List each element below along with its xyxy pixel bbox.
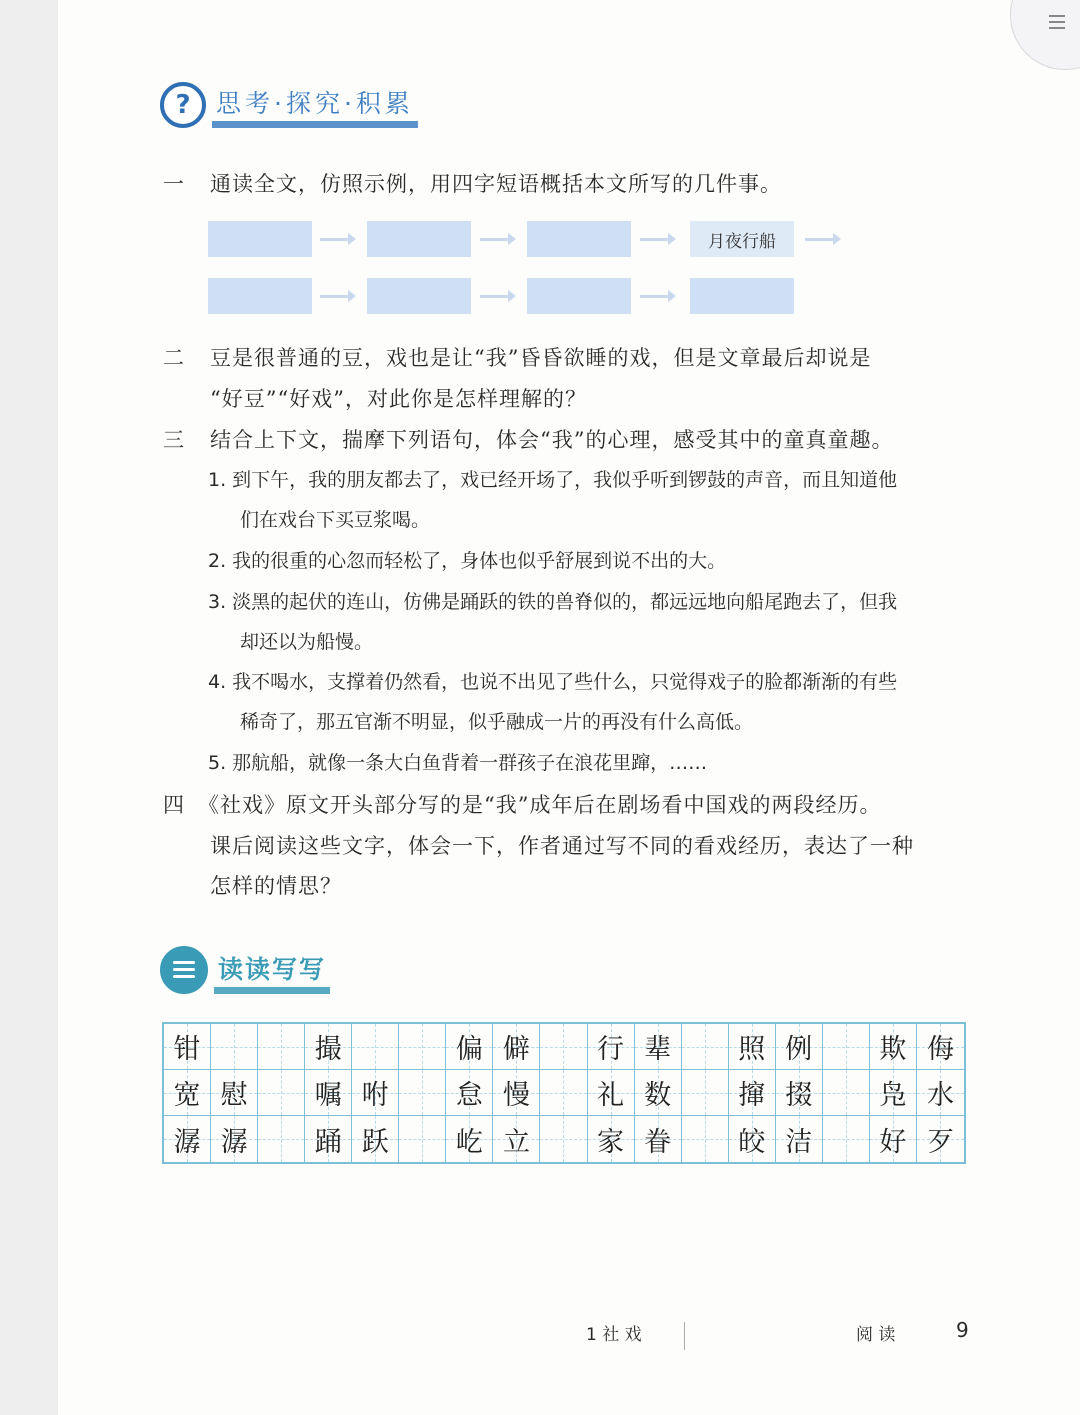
grid-character: 好 (879, 1126, 907, 1158)
grid-cell (682, 1024, 729, 1070)
grid-cell (682, 1070, 729, 1116)
grid-character: 掇 (785, 1080, 813, 1111)
question-number-2: 二 (163, 346, 184, 370)
grid-character: 嘱 (314, 1080, 342, 1111)
grid-character: 撺 (738, 1080, 766, 1111)
grid-cell (352, 1024, 399, 1070)
grid-cell (635, 1024, 682, 1070)
arrow-right-icon (805, 221, 841, 257)
footer-category: 阅 读 (856, 1325, 896, 1345)
answer-box[interactable] (367, 278, 471, 314)
grid-cell (446, 1116, 493, 1162)
grid-cell (305, 1070, 352, 1116)
sentence-item-4: 4. 我不喝水，支撑着仍然看，也说不出见了些什么，只觉得戏子的脸都渐渐的有些 (208, 671, 898, 693)
grid-cell (493, 1070, 540, 1116)
grid-cell (446, 1024, 493, 1070)
answer-box[interactable] (208, 221, 312, 257)
grid-cell (446, 1070, 493, 1116)
grid-character: 潺 (220, 1126, 248, 1158)
grid-character: 眷 (644, 1126, 672, 1158)
sentence-item-1: 1. 到下午，我的朋友都去了，戏已经开场了，我似乎听到锣鼓的声音，而且知道他 (208, 469, 898, 491)
grid-cell (729, 1116, 776, 1162)
answer-box[interactable] (690, 278, 794, 314)
grid-character: 洁 (785, 1126, 813, 1158)
grid-character: 皎 (738, 1126, 766, 1158)
grid-character: 僻 (502, 1034, 530, 1065)
grid-cell (682, 1116, 729, 1162)
grid-cell (164, 1024, 211, 1070)
question-number-1: 一 (163, 172, 184, 196)
grid-cell (635, 1116, 682, 1162)
grid-character: 礼 (597, 1080, 625, 1111)
grid-character: 怠 (455, 1080, 483, 1111)
grid-cell (588, 1116, 635, 1162)
grid-cell (917, 1116, 964, 1162)
answer-box[interactable] (527, 278, 631, 314)
grid-character: 凫 (879, 1080, 907, 1111)
grid-cell (352, 1116, 399, 1162)
question-4-line: 怎样的情思？ (210, 874, 342, 898)
grid-character: 偏 (455, 1034, 483, 1065)
grid-cell (493, 1116, 540, 1162)
arrow-right-icon (640, 278, 676, 314)
grid-cell (305, 1024, 352, 1070)
sentence-item-5: 5. 那航船，就像一条大白鱼背着一群孩子在浪花里蹿，…… (208, 752, 708, 774)
grid-cell (164, 1070, 211, 1116)
grid-cell (258, 1024, 305, 1070)
grid-cell (823, 1070, 870, 1116)
grid-cell (540, 1070, 587, 1116)
grid-cell (917, 1070, 964, 1116)
sentence-item-1-cont: 们在戏台下买豆浆喝。 (240, 509, 431, 531)
arrow-right-icon (640, 221, 676, 257)
grid-character: 歹 (926, 1126, 954, 1158)
grid-cell (588, 1024, 635, 1070)
question-4-line: 《社戏》原文开头部分写的是“我”成年后在剧场看中国戏的两段经历。 (198, 793, 882, 817)
grid-cell (823, 1116, 870, 1162)
arrow-right-icon (320, 221, 356, 257)
footer-lesson: 1 社 戏 (586, 1325, 642, 1345)
grid-cell (635, 1070, 682, 1116)
grid-character: 屹 (455, 1126, 483, 1158)
grid-cell (870, 1116, 917, 1162)
grid-character: 辈 (644, 1034, 672, 1065)
grid-cell (164, 1116, 211, 1162)
grid-cell (870, 1024, 917, 1070)
grid-cell (211, 1024, 258, 1070)
grid-cell (258, 1070, 305, 1116)
grid-cell (917, 1024, 964, 1070)
grid-cell (588, 1070, 635, 1116)
sentence-item-3-cont: 却还以为船慢。 (240, 631, 374, 653)
section-underline (214, 987, 330, 994)
sentence-item-3: 3. 淡黑的起伏的连山，仿佛是踊跃的铁的兽脊似的，都远远地向船尾跑去了，但我 (208, 591, 898, 613)
grid-cell (776, 1070, 823, 1116)
sentence-item-2: 2. 我的很重的心忽而轻松了，身体也似乎舒展到说不出的大。 (208, 550, 727, 572)
grid-cell (352, 1070, 399, 1116)
answer-box[interactable] (527, 221, 631, 257)
grid-character: 宽 (173, 1080, 201, 1111)
menu-lines-icon (160, 946, 208, 994)
grid-cell (211, 1070, 258, 1116)
grid-character: 慰 (220, 1080, 248, 1111)
grid-character: 欺 (879, 1034, 907, 1065)
grid-character: 立 (502, 1126, 530, 1158)
grid-cell (305, 1116, 352, 1162)
grid-cell (729, 1070, 776, 1116)
example-box: 月夜行船 (690, 221, 794, 257)
answer-box[interactable] (208, 278, 312, 314)
arrow-right-icon (480, 221, 516, 257)
grid-cell (211, 1116, 258, 1162)
grid-cell (823, 1024, 870, 1070)
grid-character: 数 (644, 1080, 672, 1111)
grid-cell (776, 1024, 823, 1070)
grid-character: 撮 (314, 1034, 342, 1065)
section-title: 思考·探究·积累 (216, 89, 414, 118)
grid-character: 钳 (173, 1034, 201, 1065)
grid-cell (493, 1024, 540, 1070)
grid-cell (870, 1070, 917, 1116)
grid-character: 侮 (926, 1034, 954, 1065)
arrow-right-icon (480, 278, 516, 314)
section-header-think-explore (160, 82, 414, 128)
section-title: 读读写写 (218, 955, 327, 984)
grid-character: 跃 (361, 1126, 389, 1158)
page-number: 9 (956, 1318, 969, 1342)
grid-character: 慢 (502, 1080, 530, 1111)
question-4-line: 课后阅读这些文字，体会一下，作者通过写不同的看戏经历，表达了一种 (210, 834, 914, 858)
answer-box[interactable] (367, 221, 471, 257)
grid-character: 咐 (361, 1080, 389, 1111)
grid-cell (399, 1070, 446, 1116)
vocabulary-grid (162, 1022, 966, 1164)
question-number-3: 三 (163, 428, 184, 452)
arrow-right-icon (320, 278, 356, 314)
question-2-line: 豆是很普通的豆，戏也是让“我”昏昏欲睡的戏，但是文章最后却说是 (210, 346, 872, 370)
footer-divider (684, 1322, 685, 1350)
sentence-item-4-cont: 稀奇了，那五官渐不明显，似乎融成一片的再没有什么高低。 (240, 711, 754, 733)
grid-character: 行 (597, 1034, 625, 1065)
grid-character: 例 (785, 1034, 813, 1065)
question-number-4: 四 (163, 793, 184, 817)
grid-character: 潺 (173, 1126, 201, 1158)
grid-cell (540, 1116, 587, 1162)
grid-character: 踊 (314, 1126, 342, 1158)
grid-cell (776, 1116, 823, 1162)
grid-character: 水 (926, 1080, 954, 1111)
question-2-line: “好豆”“好戏”，对此你是怎样理解的？ (210, 387, 587, 411)
question-mark-icon: ? (160, 82, 206, 128)
grid-character: 家 (597, 1126, 625, 1158)
grid-character: 照 (738, 1034, 766, 1065)
grid-cell (399, 1024, 446, 1070)
grid-cell (729, 1024, 776, 1070)
section-underline (212, 121, 418, 128)
grid-cell (399, 1116, 446, 1162)
grid-cell (540, 1024, 587, 1070)
scroll-corner-widget[interactable] (1010, 0, 1080, 70)
question-3-text: 结合上下文，揣摩下列语句，体会“我”的心理，感受其中的童真童趣。 (210, 428, 894, 452)
section-header-read-write (160, 946, 326, 994)
question-1-text: 通读全文，仿照示例，用四字短语概括本文所写的几件事。 (210, 172, 782, 196)
grid-cell (258, 1116, 305, 1162)
